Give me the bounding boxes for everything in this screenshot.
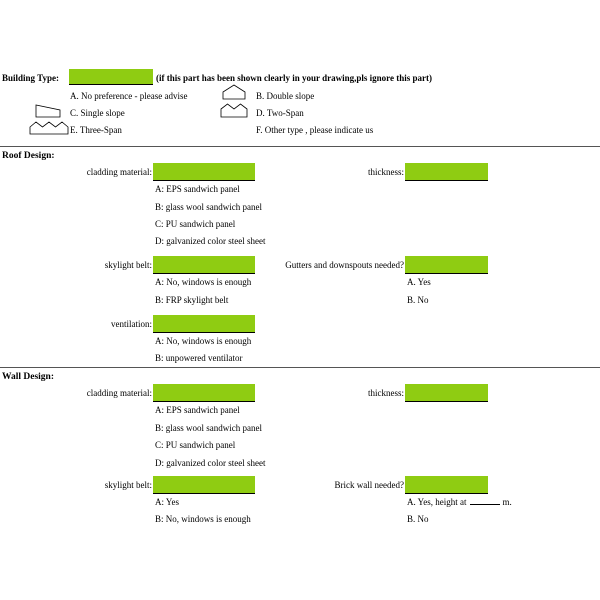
wall-cladding-option[interactable]: B: glass wool sandwich panel bbox=[155, 423, 262, 433]
option-no-preference[interactable]: A. No preference - please advise bbox=[70, 91, 188, 101]
three-span-icon bbox=[29, 119, 69, 135]
wall-cladding-option[interactable]: A: EPS sandwich panel bbox=[155, 405, 240, 415]
ventilation-option[interactable]: B: unpowered ventilator bbox=[155, 353, 243, 363]
roof-design-title: Roof Design: bbox=[2, 151, 55, 161]
divider bbox=[0, 146, 600, 147]
gutters-option[interactable]: B. No bbox=[407, 295, 429, 305]
option-double-slope[interactable]: B. Double slope bbox=[256, 91, 315, 101]
roof-cladding-input[interactable] bbox=[153, 163, 255, 181]
roof-thickness-input[interactable] bbox=[405, 163, 488, 181]
option-three-span[interactable]: E. Three-Span bbox=[70, 125, 122, 135]
ventilation-option[interactable]: A: No, windows is enough bbox=[155, 336, 252, 346]
wall-cladding-option[interactable]: D: galvanized color steel sheet bbox=[155, 458, 266, 468]
option-other-type[interactable]: F. Other type , please indicate us bbox=[256, 125, 374, 135]
two-span-icon bbox=[220, 102, 248, 118]
building-type-note: (if this part has been shown clearly in your drawing,pls ignore this part) bbox=[156, 73, 432, 83]
brick-wall-yes-text: A. Yes, height at bbox=[407, 497, 467, 507]
wall-skylight-option[interactable]: A: Yes bbox=[155, 497, 180, 507]
brick-wall-yes-option[interactable] bbox=[407, 496, 512, 508]
wall-cladding-label: cladding material: bbox=[86, 388, 152, 398]
roof-skylight-label: skylight belt: bbox=[104, 260, 152, 270]
ventilation-input[interactable] bbox=[153, 315, 255, 333]
gutters-option[interactable]: A. Yes bbox=[407, 277, 431, 287]
ventilation-label: ventilation: bbox=[111, 319, 152, 329]
wall-thickness-label: thickness: bbox=[368, 388, 404, 398]
wall-skylight-option[interactable]: B: No, windows is enough bbox=[155, 514, 251, 524]
roof-skylight-input[interactable] bbox=[153, 256, 255, 274]
roof-cladding-option[interactable]: D: galvanized color steel sheet bbox=[155, 236, 266, 246]
height-blank[interactable] bbox=[470, 496, 500, 505]
gutters-input[interactable] bbox=[405, 256, 488, 274]
wall-design-title: Wall Design: bbox=[2, 372, 54, 382]
brick-wall-no-option[interactable]: B. No bbox=[407, 514, 429, 524]
divider bbox=[0, 367, 600, 368]
wall-skylight-label: skylight belt: bbox=[104, 480, 152, 490]
roof-cladding-option[interactable]: B: glass wool sandwich panel bbox=[155, 202, 262, 212]
roof-skylight-option[interactable]: A: No, windows is enough bbox=[155, 277, 252, 287]
double-slope-icon bbox=[222, 84, 246, 100]
wall-skylight-input[interactable] bbox=[153, 476, 255, 494]
brick-wall-label: Brick wall needed? bbox=[334, 480, 404, 490]
wall-thickness-input[interactable] bbox=[405, 384, 488, 402]
height-unit: m. bbox=[502, 497, 512, 507]
roof-thickness-label: thickness: bbox=[368, 167, 404, 177]
wall-cladding-option[interactable]: C: PU sandwich panel bbox=[155, 440, 236, 450]
option-two-span[interactable]: D. Two-Span bbox=[256, 108, 304, 118]
building-type-input[interactable] bbox=[69, 69, 153, 85]
building-type-label: Building Type: bbox=[2, 73, 59, 83]
wall-cladding-input[interactable] bbox=[153, 384, 255, 402]
roof-cladding-option[interactable]: C: PU sandwich panel bbox=[155, 219, 236, 229]
single-slope-icon bbox=[35, 102, 61, 118]
option-single-slope[interactable]: C. Single slope bbox=[70, 108, 125, 118]
brick-wall-input[interactable] bbox=[405, 476, 488, 494]
roof-cladding-label: cladding material: bbox=[86, 167, 152, 177]
roof-skylight-option[interactable]: B: FRP skylight belt bbox=[155, 295, 229, 305]
roof-cladding-option[interactable]: A: EPS sandwich panel bbox=[155, 184, 240, 194]
gutters-label: Gutters and downspouts needed? bbox=[285, 260, 404, 270]
